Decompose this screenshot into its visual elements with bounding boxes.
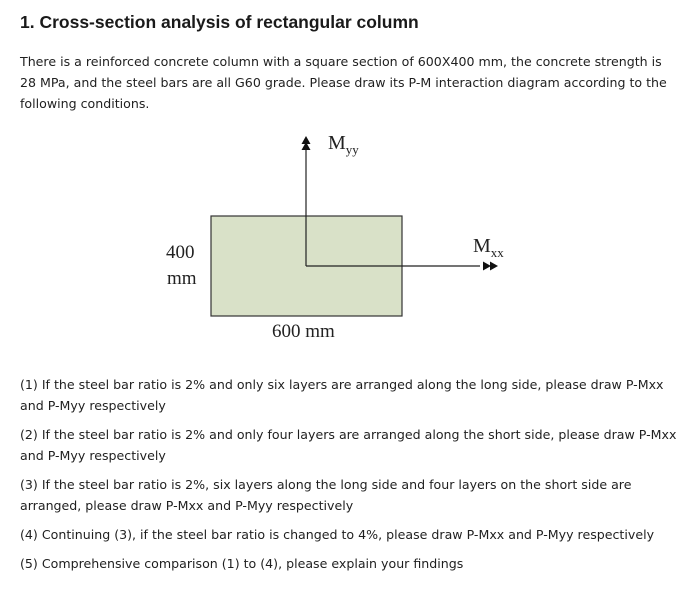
cross-section-diagram: [150, 125, 550, 350]
height-dimension-value: 400: [166, 242, 195, 263]
question-list: [20, 374, 680, 582]
mxx-label-letter: M: [473, 235, 491, 257]
question-item: (3) If the steel bar ratio is 2%, six layers along the long side and four layers on the short side are arranged, please draw P-Mxx and P-Myy respectively: [20, 477, 632, 513]
myy-axis-label: [328, 132, 359, 158]
question-item: (4) Continuing (3), if the steel bar ratio is changed to 4%, please draw P-Mxx and P-Myy respectively: [20, 527, 655, 542]
mxx-axis-label: [473, 235, 504, 261]
question-item: (2) If the steel bar ratio is 2% and only four layers are arranged along the short side, please draw P-Mxx and P-Myy respectively: [20, 427, 677, 463]
height-dimension-unit: mm: [167, 268, 197, 289]
mxx-arrowhead-inner: [483, 262, 491, 271]
mxx-label-subscript: xx: [490, 245, 504, 260]
question-item: (5) Comprehensive comparison (1) to (4), please explain your findings: [20, 556, 464, 571]
intro-paragraph: There is a reinforced concrete column with a square section of 600X400 mm, the concrete strength is 28 MPa, and the steel bars are all G60 grade. Please draw its P-M interaction diagram according to the following conditions.: [20, 54, 667, 111]
myy-label-subscript: yy: [345, 142, 359, 157]
width-dimension-label: 600 mm: [272, 321, 335, 342]
section-title: 1. Cross-section analysis of rectangular column: [20, 12, 419, 32]
mxx-arrowhead-outer: [490, 262, 498, 271]
myy-label-letter: M: [328, 132, 346, 154]
question-item: (1) If the steel bar ratio is 2% and only six layers are arranged along the long side, please draw P-Mxx and P-Myy respectively: [20, 377, 664, 413]
